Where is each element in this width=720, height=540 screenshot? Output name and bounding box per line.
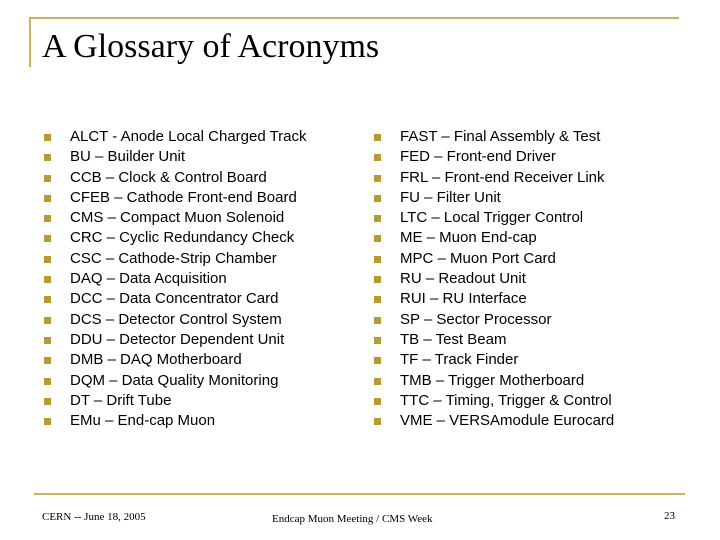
acronym-definition: ALCT - Anode Local Charged Track xyxy=(70,128,307,145)
title-rule-vertical xyxy=(29,17,31,67)
acronym-definition: TTC – Timing, Trigger & Control xyxy=(400,391,612,409)
acronym-definition: CSC – Cathode-Strip Chamber xyxy=(70,249,277,267)
acronym-list-right xyxy=(374,127,704,431)
square-bullet-icon xyxy=(374,337,381,344)
square-bullet-icon xyxy=(44,418,51,425)
square-bullet-icon xyxy=(374,175,381,182)
list-item xyxy=(44,208,364,228)
square-bullet-icon xyxy=(374,134,381,141)
square-bullet-icon xyxy=(374,398,381,405)
slide-title: A Glossary of Acronyms xyxy=(42,28,380,65)
acronym-definition: FAST – Final Assembly & Test xyxy=(400,128,601,145)
list-item xyxy=(44,228,364,248)
list-item xyxy=(44,350,364,370)
acronym-definition: FED – Front-end Driver xyxy=(400,148,556,166)
list-item xyxy=(374,228,704,248)
list-item xyxy=(374,249,704,269)
square-bullet-icon xyxy=(374,357,381,364)
page-number: 23 xyxy=(664,510,675,522)
square-bullet-icon xyxy=(374,235,381,242)
list-item xyxy=(44,249,364,269)
acronym-definition: BU – Builder Unit xyxy=(70,148,186,166)
list-item xyxy=(44,127,364,147)
square-bullet-icon xyxy=(374,418,381,425)
list-item xyxy=(374,269,704,289)
square-bullet-icon xyxy=(44,296,51,303)
square-bullet-icon xyxy=(44,235,51,242)
acronym-definition: DCS – Detector Control System xyxy=(70,310,282,328)
footer-date: CERN -- June 18, 2005 xyxy=(42,511,146,523)
acronym-definition: DT – Drift Tube xyxy=(70,391,172,409)
list-item xyxy=(44,269,364,289)
square-bullet-icon xyxy=(44,215,51,222)
list-item xyxy=(44,147,364,167)
acronym-definition: TMB – Trigger Motherboard xyxy=(400,371,585,389)
acronym-definition: EMu – End-cap Muon xyxy=(70,412,216,430)
acronym-definition: FRL – Front-end Receiver Link xyxy=(400,168,605,186)
list-item xyxy=(374,411,704,431)
acronym-definition: TF – Track Finder xyxy=(400,351,519,369)
footer-rule xyxy=(34,493,685,495)
acronym-list-left xyxy=(44,127,364,431)
square-bullet-icon xyxy=(374,296,381,303)
square-bullet-icon xyxy=(374,195,381,202)
title-rule-horizontal xyxy=(29,17,679,19)
square-bullet-icon xyxy=(374,154,381,161)
square-bullet-icon xyxy=(374,317,381,324)
square-bullet-icon xyxy=(44,134,51,141)
acronym-definition: RU – Readout Unit xyxy=(400,270,526,288)
square-bullet-icon xyxy=(44,357,51,364)
list-item xyxy=(44,330,364,350)
list-item xyxy=(44,289,364,309)
list-item xyxy=(374,208,704,228)
list-item xyxy=(374,310,704,330)
acronym-definition: SP – Sector Processor xyxy=(400,310,552,328)
square-bullet-icon xyxy=(44,378,51,385)
list-item xyxy=(44,391,364,411)
acronym-definition: LTC – Local Trigger Control xyxy=(400,209,584,227)
square-bullet-icon xyxy=(44,154,51,161)
acronym-definition: RUI – RU Interface xyxy=(400,290,527,308)
acronym-definition: CRC – Cyclic Redundancy Check xyxy=(70,229,295,247)
square-bullet-icon xyxy=(374,378,381,385)
acronym-definition: MPC – Muon Port Card xyxy=(400,249,556,267)
acronym-definition: CFEB – Cathode Front-end Board xyxy=(70,188,297,206)
list-item xyxy=(44,310,364,330)
list-item xyxy=(374,127,704,147)
acronym-definition: FU – Filter Unit xyxy=(400,188,501,206)
acronym-definition: CMS – Compact Muon Solenoid xyxy=(70,209,285,227)
acronym-definition: TB – Test Beam xyxy=(400,330,507,348)
footer-event: Endcap Muon Meeting / CMS Week xyxy=(272,513,433,525)
square-bullet-icon xyxy=(374,276,381,283)
acronym-definition: ME – Muon End-cap xyxy=(400,229,537,247)
square-bullet-icon xyxy=(374,256,381,263)
list-item xyxy=(374,350,704,370)
list-item xyxy=(374,168,704,188)
list-item xyxy=(44,188,364,208)
list-item xyxy=(374,391,704,411)
list-item xyxy=(374,330,704,350)
list-item xyxy=(374,188,704,208)
list-item xyxy=(44,168,364,188)
list-item xyxy=(374,371,704,391)
acronym-definition: DCC – Data Concentrator Card xyxy=(70,290,279,308)
square-bullet-icon xyxy=(44,317,51,324)
list-item xyxy=(44,371,364,391)
acronym-definition: VME – VERSAmodule Eurocard xyxy=(400,412,615,430)
square-bullet-icon xyxy=(44,337,51,344)
list-item xyxy=(374,289,704,309)
square-bullet-icon xyxy=(374,215,381,222)
acronym-definition: CCB – Clock & Control Board xyxy=(70,168,267,186)
square-bullet-icon xyxy=(44,175,51,182)
acronym-definition: DMB – DAQ Motherboard xyxy=(70,351,242,369)
acronym-definition: DDU – Detector Dependent Unit xyxy=(70,330,285,348)
list-item xyxy=(374,147,704,167)
acronym-definition: DQM – Data Quality Monitoring xyxy=(70,371,279,389)
list-item xyxy=(44,411,364,431)
square-bullet-icon xyxy=(44,256,51,263)
square-bullet-icon xyxy=(44,276,51,283)
square-bullet-icon xyxy=(44,195,51,202)
square-bullet-icon xyxy=(44,398,51,405)
acronym-definition: DAQ – Data Acquisition xyxy=(70,270,227,288)
